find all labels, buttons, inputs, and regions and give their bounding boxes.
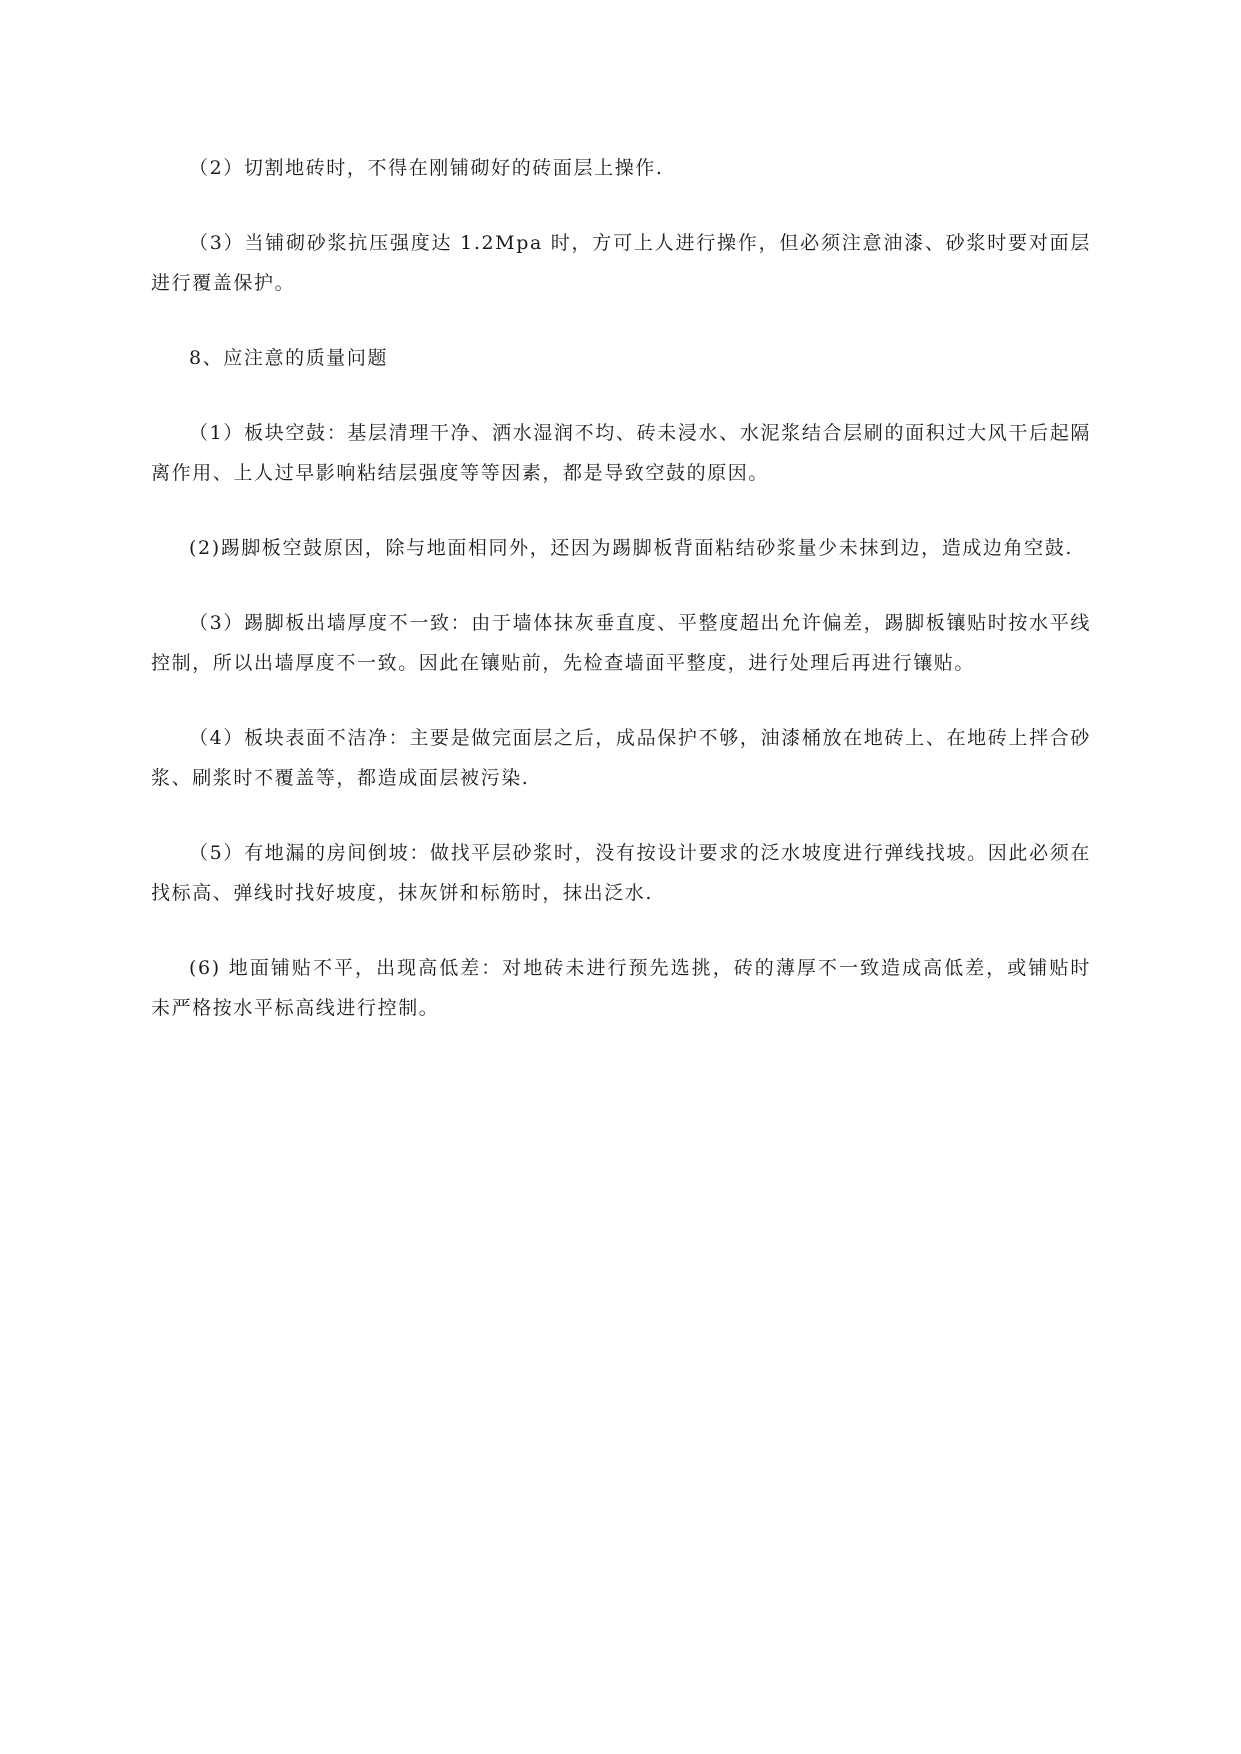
section-heading-quality-issues: 8、应注意的质量问题 (189, 347, 389, 369)
paragraph-mortar-strength: （3）当铺砌砂浆抗压强度达 1.2Mpa 时，方可上人进行操作，但必须注意油漆、砂浆时要对面层进行覆盖保护。 (151, 232, 1091, 294)
document-body (151, 148, 1091, 1063)
paragraph-skirting-hollow: (2)踢脚板空鼓原因，除与地面相同外，还因为踢脚板背面粘结砂浆量少未抹到边，造成边角空鼓. (189, 537, 1073, 559)
paragraph-reverse-slope: （5）有地漏的房间倒坡：做找平层砂浆时，没有按设计要求的泛水坡度进行弹线找坡。因此必须在找标高、弹线时找好坡度，抹灰饼和标筋时，抹出泛水. (151, 842, 1091, 904)
paragraph-uneven-floor: (6) 地面铺贴不平，出现高低差：对地砖未进行预先选挑，砖的薄厚不一致造成高低差，或铺贴时未严格按水平标高线进行控制。 (151, 957, 1091, 1019)
paragraph-skirting-thickness: （3）踢脚板出墙厚度不一致：由于墙体抹灰垂直度、平整度超出允许偏差，踢脚板镶贴时按水平线控制，所以出墙厚度不一致。因此在镶贴前，先检查墙面平整度，进行处理后再进行镶贴。 (151, 612, 1091, 674)
paragraph-hollow-tiles: （1）板块空鼓：基层清理干净、洒水湿润不均、砖未浸水、水泥浆结合层刷的面积过大风干后起隔离作用、上人过早影响粘结层强度等等因素，都是导致空鼓的原因。 (151, 422, 1091, 484)
paragraph-cutting-tiles: （2）切割地砖时，不得在刚铺砌好的砖面层上操作. (189, 157, 664, 179)
paragraph-surface-dirty: （4）板块表面不洁净：主要是做完面层之后，成品保护不够，油漆桶放在地砖上、在地砖上拌合砂浆、刷浆时不覆盖等，都造成面层被污染. (151, 727, 1091, 789)
